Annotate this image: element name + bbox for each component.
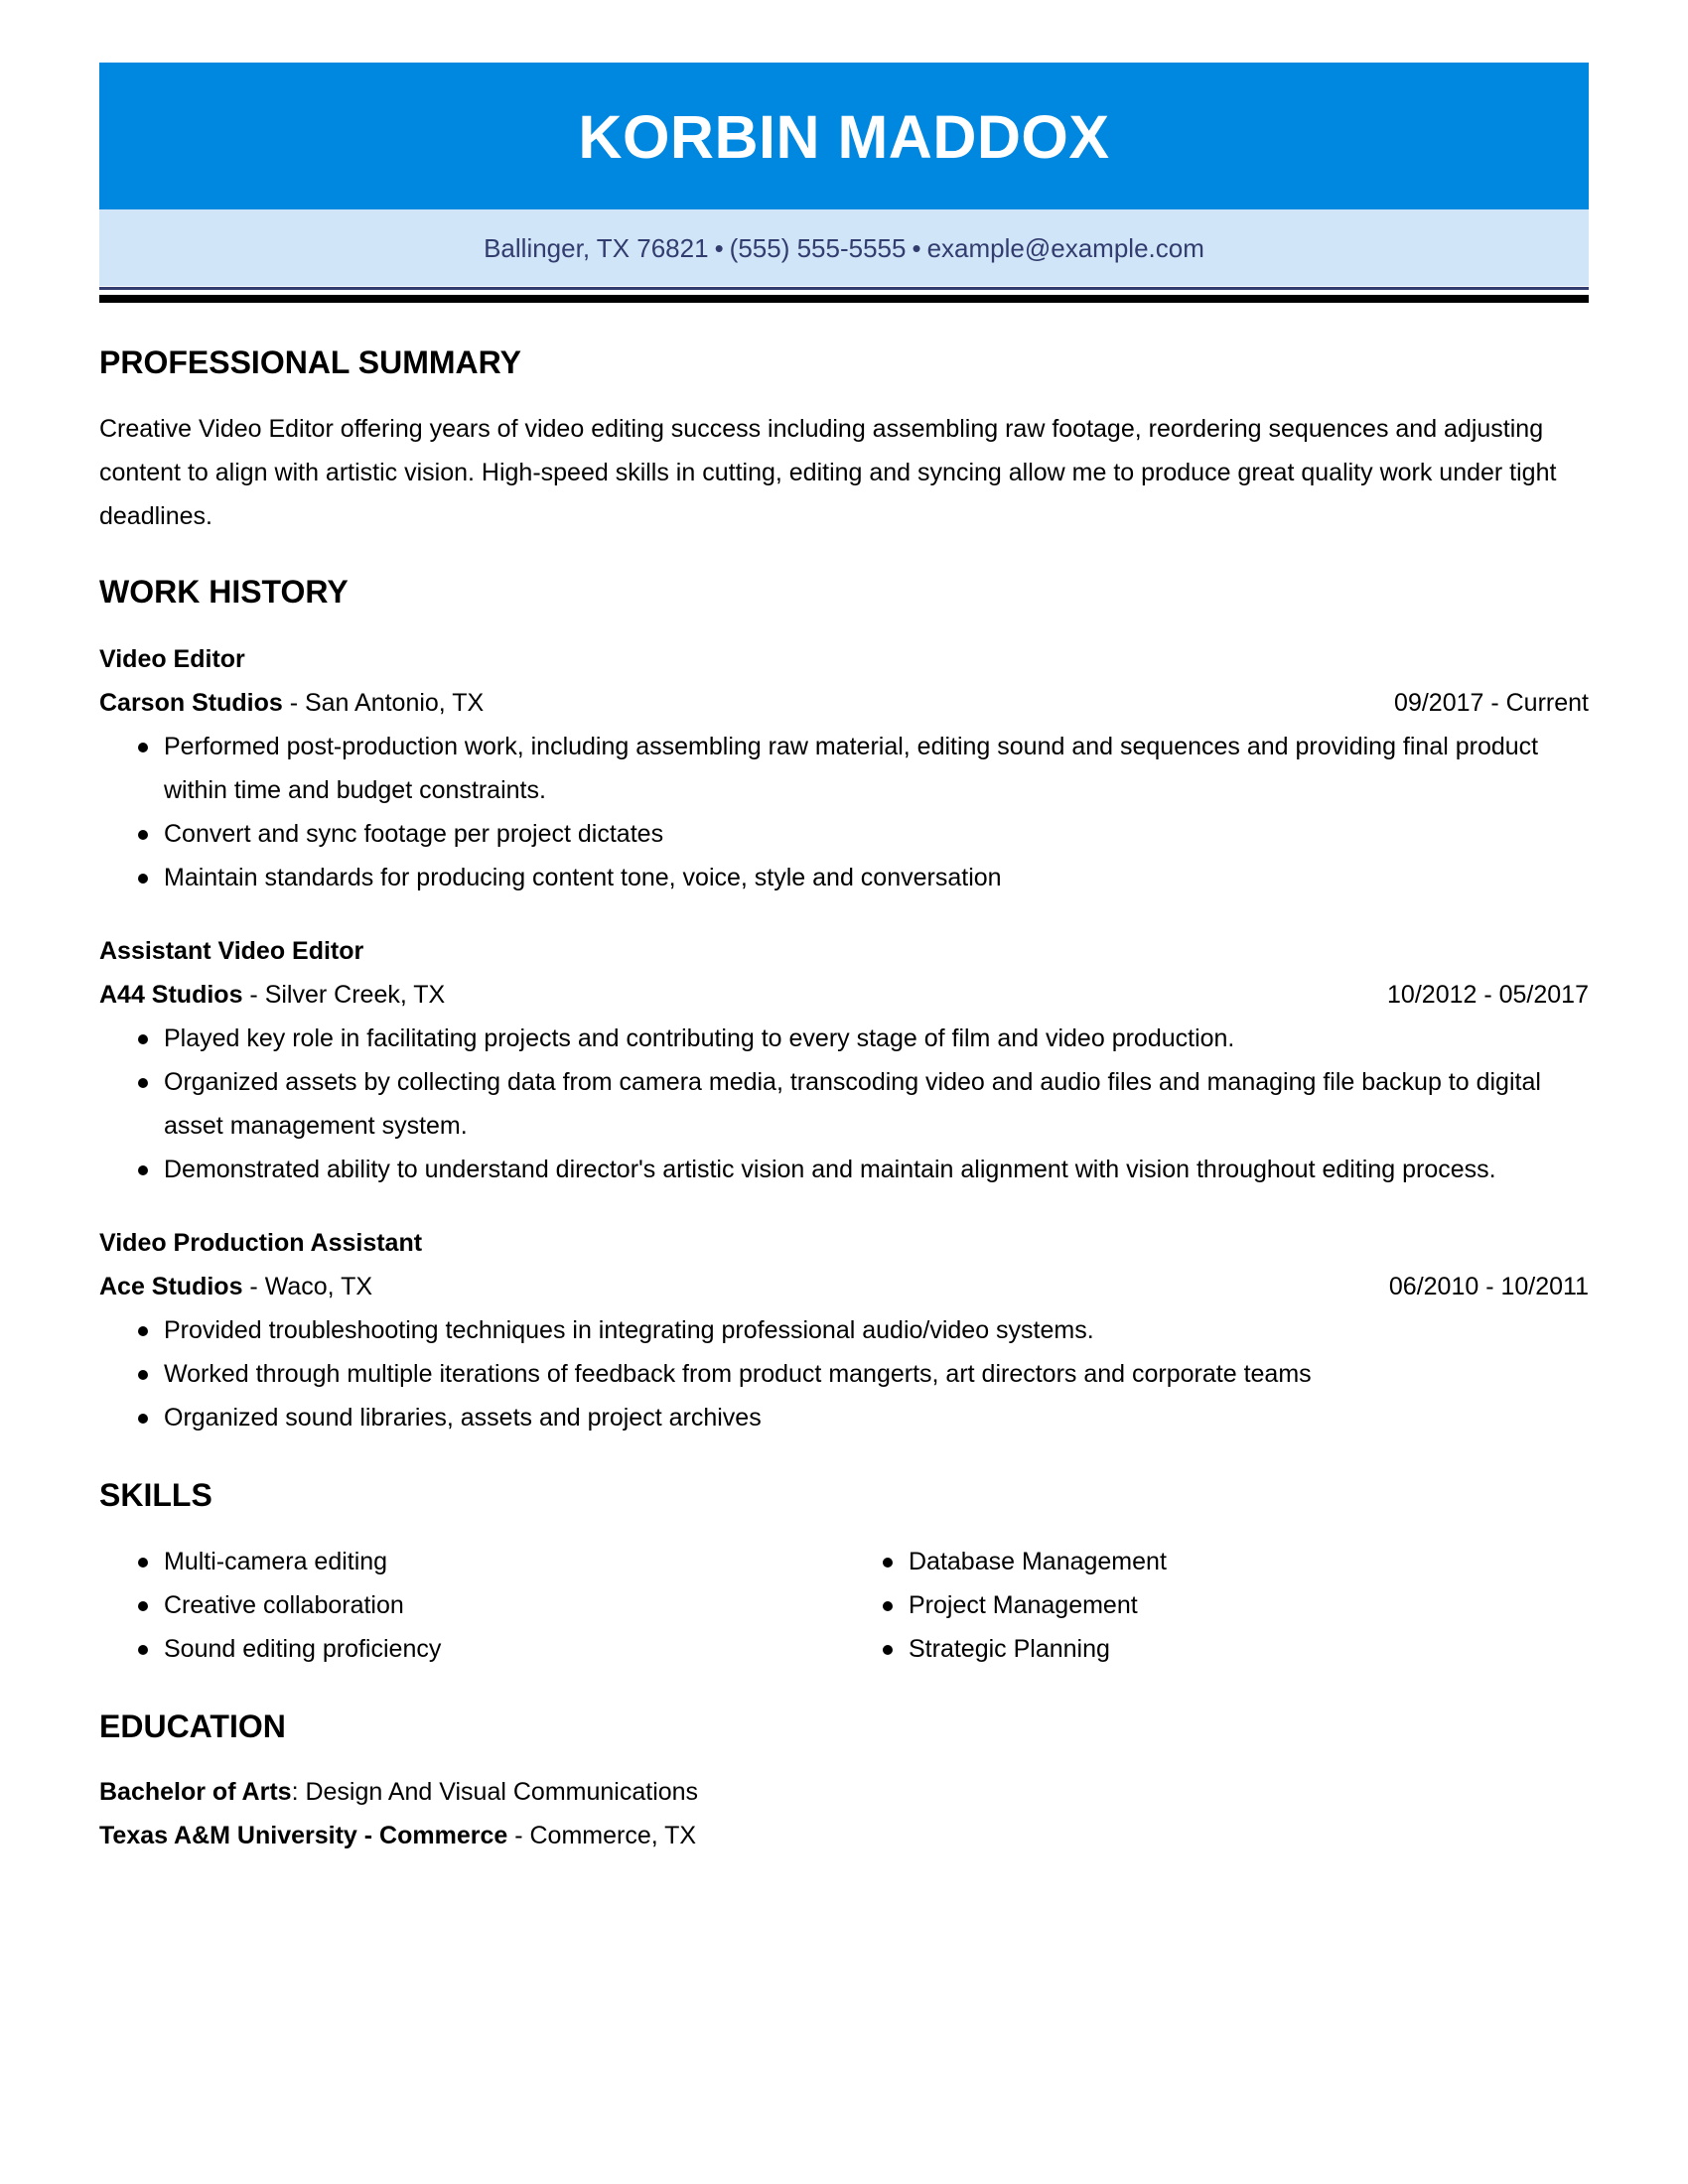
degree-line — [99, 1770, 1589, 1814]
duty-item-text: Performed post-production work, including assembling raw material, editing sound and sequences and providing final product within time and budget constraints. — [164, 733, 1539, 804]
header-divider-thick — [99, 295, 1589, 303]
company-name: A44 Studios — [99, 981, 243, 1009]
job-title: Assistant Video Editor — [99, 937, 364, 965]
bullet-icon — [138, 1370, 148, 1380]
degree: Bachelor of Arts — [99, 1778, 292, 1806]
field-of-study: Design And Visual Communications — [305, 1778, 699, 1806]
section-title: SKILLS — [99, 1477, 212, 1513]
job-dates: 06/2010 - 10/2011 — [1388, 1273, 1589, 1300]
skill-item-text: Project Management — [909, 1591, 1138, 1619]
school-location: - Commerce, TX — [507, 1822, 697, 1849]
job-entry — [99, 1221, 1589, 1439]
bullet-icon — [138, 1034, 148, 1044]
company-location: - Silver Creek, TX — [242, 981, 446, 1009]
education-section — [99, 1706, 1589, 1857]
bullet-separator: • — [912, 233, 921, 263]
degree-separator: : — [291, 1778, 306, 1806]
skill-item — [99, 1583, 844, 1627]
work-history-section — [99, 572, 1589, 1439]
duty-item — [99, 1017, 1589, 1060]
skill-item-text: Multi-camera editing — [164, 1548, 388, 1575]
employer — [99, 973, 445, 1017]
duty-item — [99, 1308, 1589, 1352]
resume-page — [99, 63, 1589, 1857]
employer — [99, 1265, 372, 1308]
job-title: Video Editor — [99, 645, 245, 673]
company-location: - San Antonio, TX — [282, 689, 485, 717]
bullet-icon — [138, 830, 148, 840]
contact-phone: (555) 555-5555 — [729, 233, 907, 263]
school-line — [99, 1814, 1589, 1857]
skill-item — [99, 1627, 844, 1671]
job-entry — [99, 637, 1589, 899]
duty-item-text: Convert and sync footage per project dictates — [164, 820, 664, 848]
section-title: EDUCATION — [99, 1708, 286, 1744]
employer-line — [99, 973, 1589, 1017]
skill-item — [844, 1540, 1589, 1583]
contact-info — [484, 233, 1204, 264]
duty-item — [99, 1352, 1589, 1396]
employer — [99, 681, 484, 725]
duty-item-text: Worked through multiple iterations of feedback from product mangerts, art directors and corporate teams — [164, 1360, 1312, 1388]
bullet-icon — [138, 1645, 148, 1655]
job-dates: 09/2017 - Current — [1394, 689, 1589, 717]
candidate-name: KORBIN MADDOX — [578, 103, 1110, 171]
section-title: PROFESSIONAL SUMMARY — [99, 344, 521, 380]
skill-item — [844, 1627, 1589, 1671]
duty-item-text: Organized sound libraries, assets and project archives — [164, 1404, 762, 1432]
bullet-icon — [138, 1558, 148, 1568]
duty-item — [99, 856, 1589, 899]
skill-item — [99, 1540, 844, 1583]
duty-item-text: Demonstrated ability to understand director's artistic vision and maintain alignment with vision throughout editing process. — [164, 1156, 1496, 1183]
duty-item-text: Organized assets by collecting data from camera media, transcoding video and audio files and managing file backup to digital asset management system. — [164, 1068, 1541, 1140]
job-duties — [99, 1308, 1589, 1439]
bullet-icon — [883, 1601, 893, 1611]
duty-item — [99, 1060, 1589, 1148]
duty-item — [99, 1148, 1589, 1191]
job-list — [99, 637, 1589, 1439]
contact-bar — [99, 209, 1589, 286]
job-entry — [99, 929, 1589, 1191]
header-divider-thin — [99, 287, 1589, 290]
job-duties — [99, 1017, 1589, 1191]
company-name: Ace Studios — [99, 1273, 243, 1300]
bullet-icon — [883, 1558, 893, 1568]
bullet-icon — [883, 1645, 893, 1655]
skill-item-text: Sound editing proficiency — [164, 1635, 442, 1663]
job-duties — [99, 725, 1589, 899]
company-name: Carson Studios — [99, 689, 283, 717]
job-dates: 10/2012 - 05/2017 — [1387, 981, 1589, 1009]
skills-column-right — [844, 1540, 1589, 1671]
company-location: - Waco, TX — [242, 1273, 373, 1300]
bullet-icon — [138, 1326, 148, 1336]
skill-item-text: Strategic Planning — [909, 1635, 1110, 1663]
employer-line — [99, 681, 1589, 725]
bullet-icon — [138, 1078, 148, 1088]
duty-item — [99, 725, 1589, 812]
bullet-icon — [138, 743, 148, 752]
name-header — [99, 63, 1589, 209]
bullet-icon — [138, 874, 148, 884]
summary-section — [99, 342, 1589, 538]
education-entry — [99, 1770, 1589, 1857]
contact-email[interactable]: example@example.com — [926, 233, 1204, 263]
skills-column-left — [99, 1540, 844, 1671]
skill-item-text: Database Management — [909, 1548, 1167, 1575]
skills-grid — [99, 1540, 1589, 1671]
section-title: WORK HISTORY — [99, 574, 349, 610]
duty-item-text: Played key role in facilitating projects and contributing to every stage of film and video production. — [164, 1024, 1235, 1052]
duty-item — [99, 1396, 1589, 1439]
contact-location: Ballinger, TX 76821 — [484, 233, 709, 263]
skill-item — [844, 1583, 1589, 1627]
bullet-separator: • — [714, 233, 724, 263]
duty-item-text: Maintain standards for producing content tone, voice, style and conversation — [164, 864, 1002, 891]
job-title: Video Production Assistant — [99, 1229, 423, 1257]
bullet-icon — [138, 1165, 148, 1175]
duty-item — [99, 812, 1589, 856]
skills-section — [99, 1475, 1589, 1671]
duty-item-text: Provided troubleshooting techniques in integrating professional audio/video systems. — [164, 1316, 1094, 1344]
bullet-icon — [138, 1601, 148, 1611]
skill-item-text: Creative collaboration — [164, 1591, 404, 1619]
school-name: Texas A&M University - Commerce — [99, 1822, 508, 1849]
employer-line — [99, 1265, 1589, 1308]
summary-text: Creative Video Editor offering years of video editing success including assembling raw footage, reordering sequences and adjusting content to align with artistic vision. High-speed skills in cutting, editing and syncing allow me to produce great quality work under tight deadlines. — [99, 415, 1557, 530]
bullet-icon — [138, 1414, 148, 1424]
